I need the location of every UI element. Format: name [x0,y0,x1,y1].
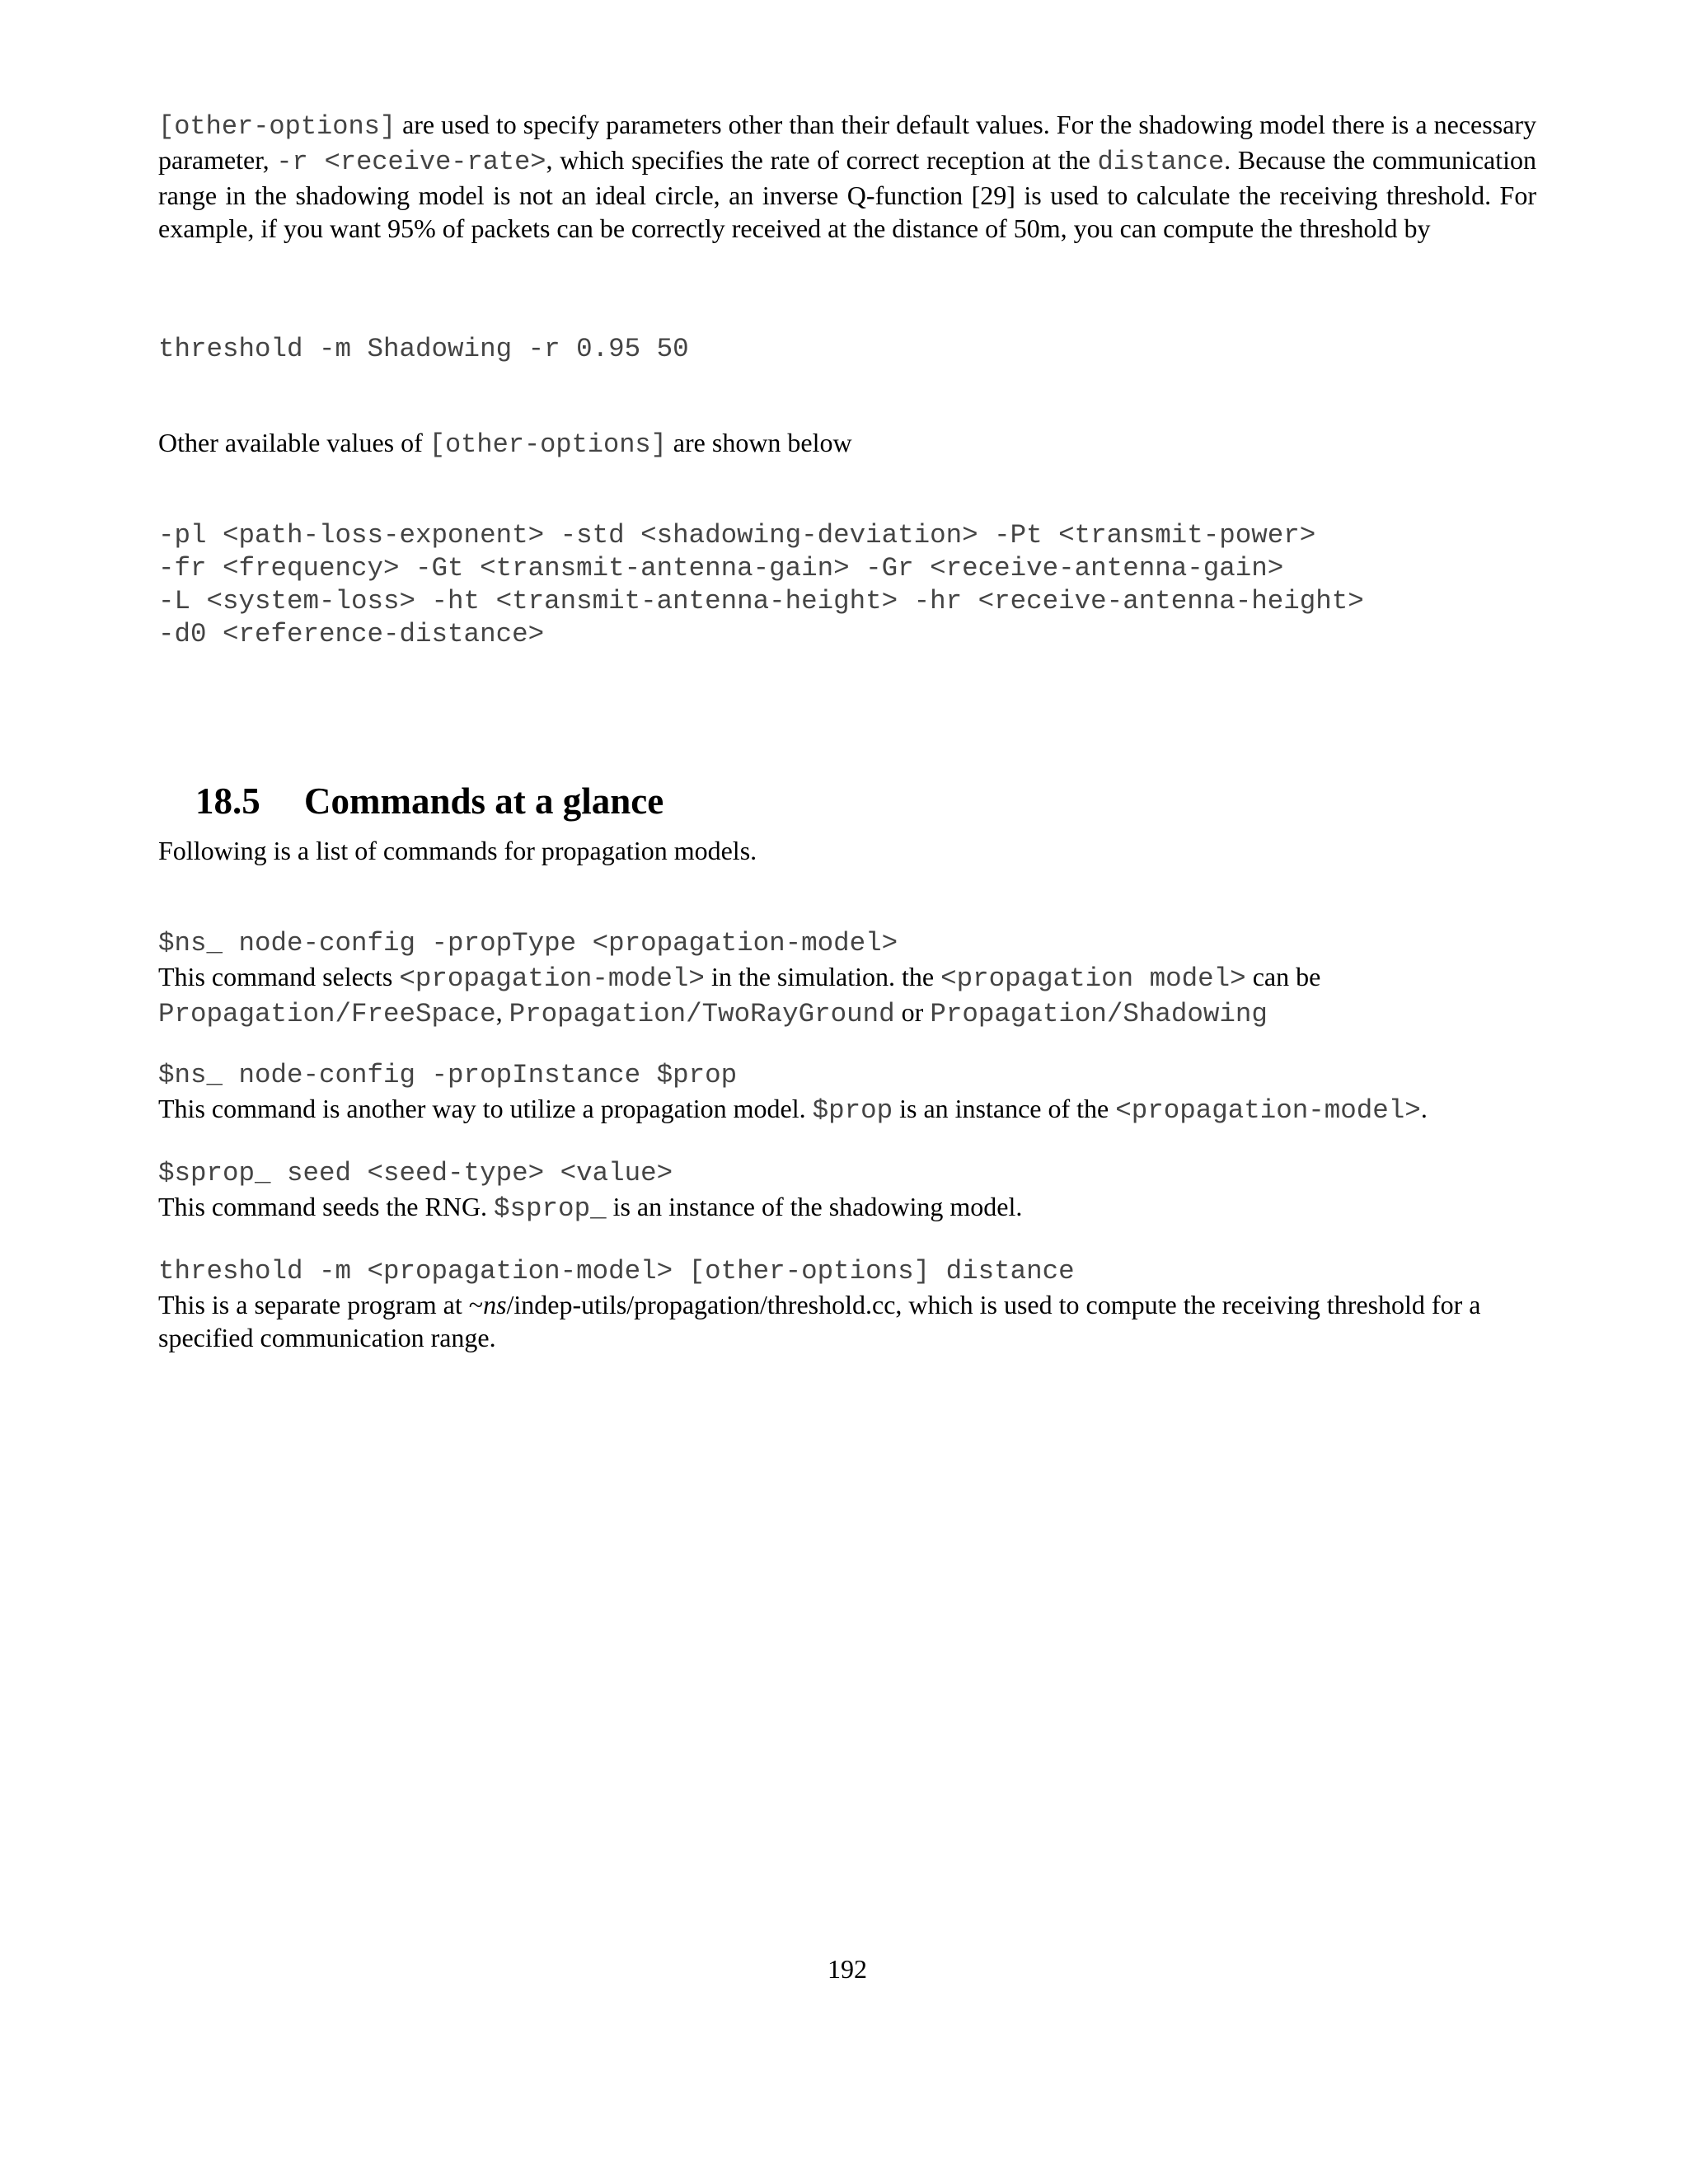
command-code: $ns_ node-config -propType <propagation-model> [158,928,898,958]
command-description: This command selects <propagation-model> in the simulation. the <propagation model> can be Propagation/FreeSpace, Propagation/TwoRayGround or Propagation/Shadowing [158,962,1321,1029]
options-code-line: -fr <frequency> -Gt <transmit-antenna-gain> -Gr <receive-antenna-gain> [158,553,1284,583]
options-code-line: -pl <path-loss-exponent> -std <shadowing-deviation> -Pt <transmit-power> [158,520,1316,551]
commands-intro: Following is a list of commands for propagation models. [158,836,757,865]
example-command: threshold -m Shadowing -r 0.95 50 [158,334,689,364]
other-options-token: [other-options] [158,111,396,142]
command-description: This command seeds the RNG. $sprop_ is an instance of the shadowing model. [158,1192,1023,1224]
page-number: 192 [828,1954,867,1984]
intro-paragraph: [other-options] are used to specify parameters other than their default values. For the shadowing model there is a necessary parameter, -r <receive-rate>, which specifies the rate of correct reception at the distance. Because the communication range in the shadowing model is not an ideal circle, an inverse Q-function [29] is used to calculate the receiving threshold. For example, if you want 95% of packets can be correctly received at the distance of 50m, you can compute the threshold by [158,110,1537,243]
section-title: Commands at a glance [304,780,664,822]
options-code-line: -d0 <reference-distance> [158,619,545,649]
command-code: threshold -m <propagation-model> [other-options] distance [158,1256,1075,1286]
section-number: 18.5 [195,780,260,822]
receive-rate-token: -r <receive-rate> [276,147,546,177]
command-description: This command is another way to utilize a propagation model. $prop is an instance of the <propagation-model>. [158,1094,1428,1126]
other-values-paragraph: Other available values of [other-options] are shown below [158,428,852,460]
command-description: This is a separate program at ~ns/indep-utils/propagation/threshold.cc, which is used to compute the receiving threshold for a specified communication range. [158,1290,1481,1352]
distance-token: distance [1097,147,1225,177]
options-code-line: -L <system-loss> -ht <transmit-antenna-height> -hr <receive-antenna-height> [158,586,1364,616]
command-code: $ns_ node-config -propInstance $prop [158,1060,738,1090]
command-code: $sprop_ seed <seed-type> <value> [158,1158,673,1188]
other-options-token: [other-options] [429,429,667,460]
